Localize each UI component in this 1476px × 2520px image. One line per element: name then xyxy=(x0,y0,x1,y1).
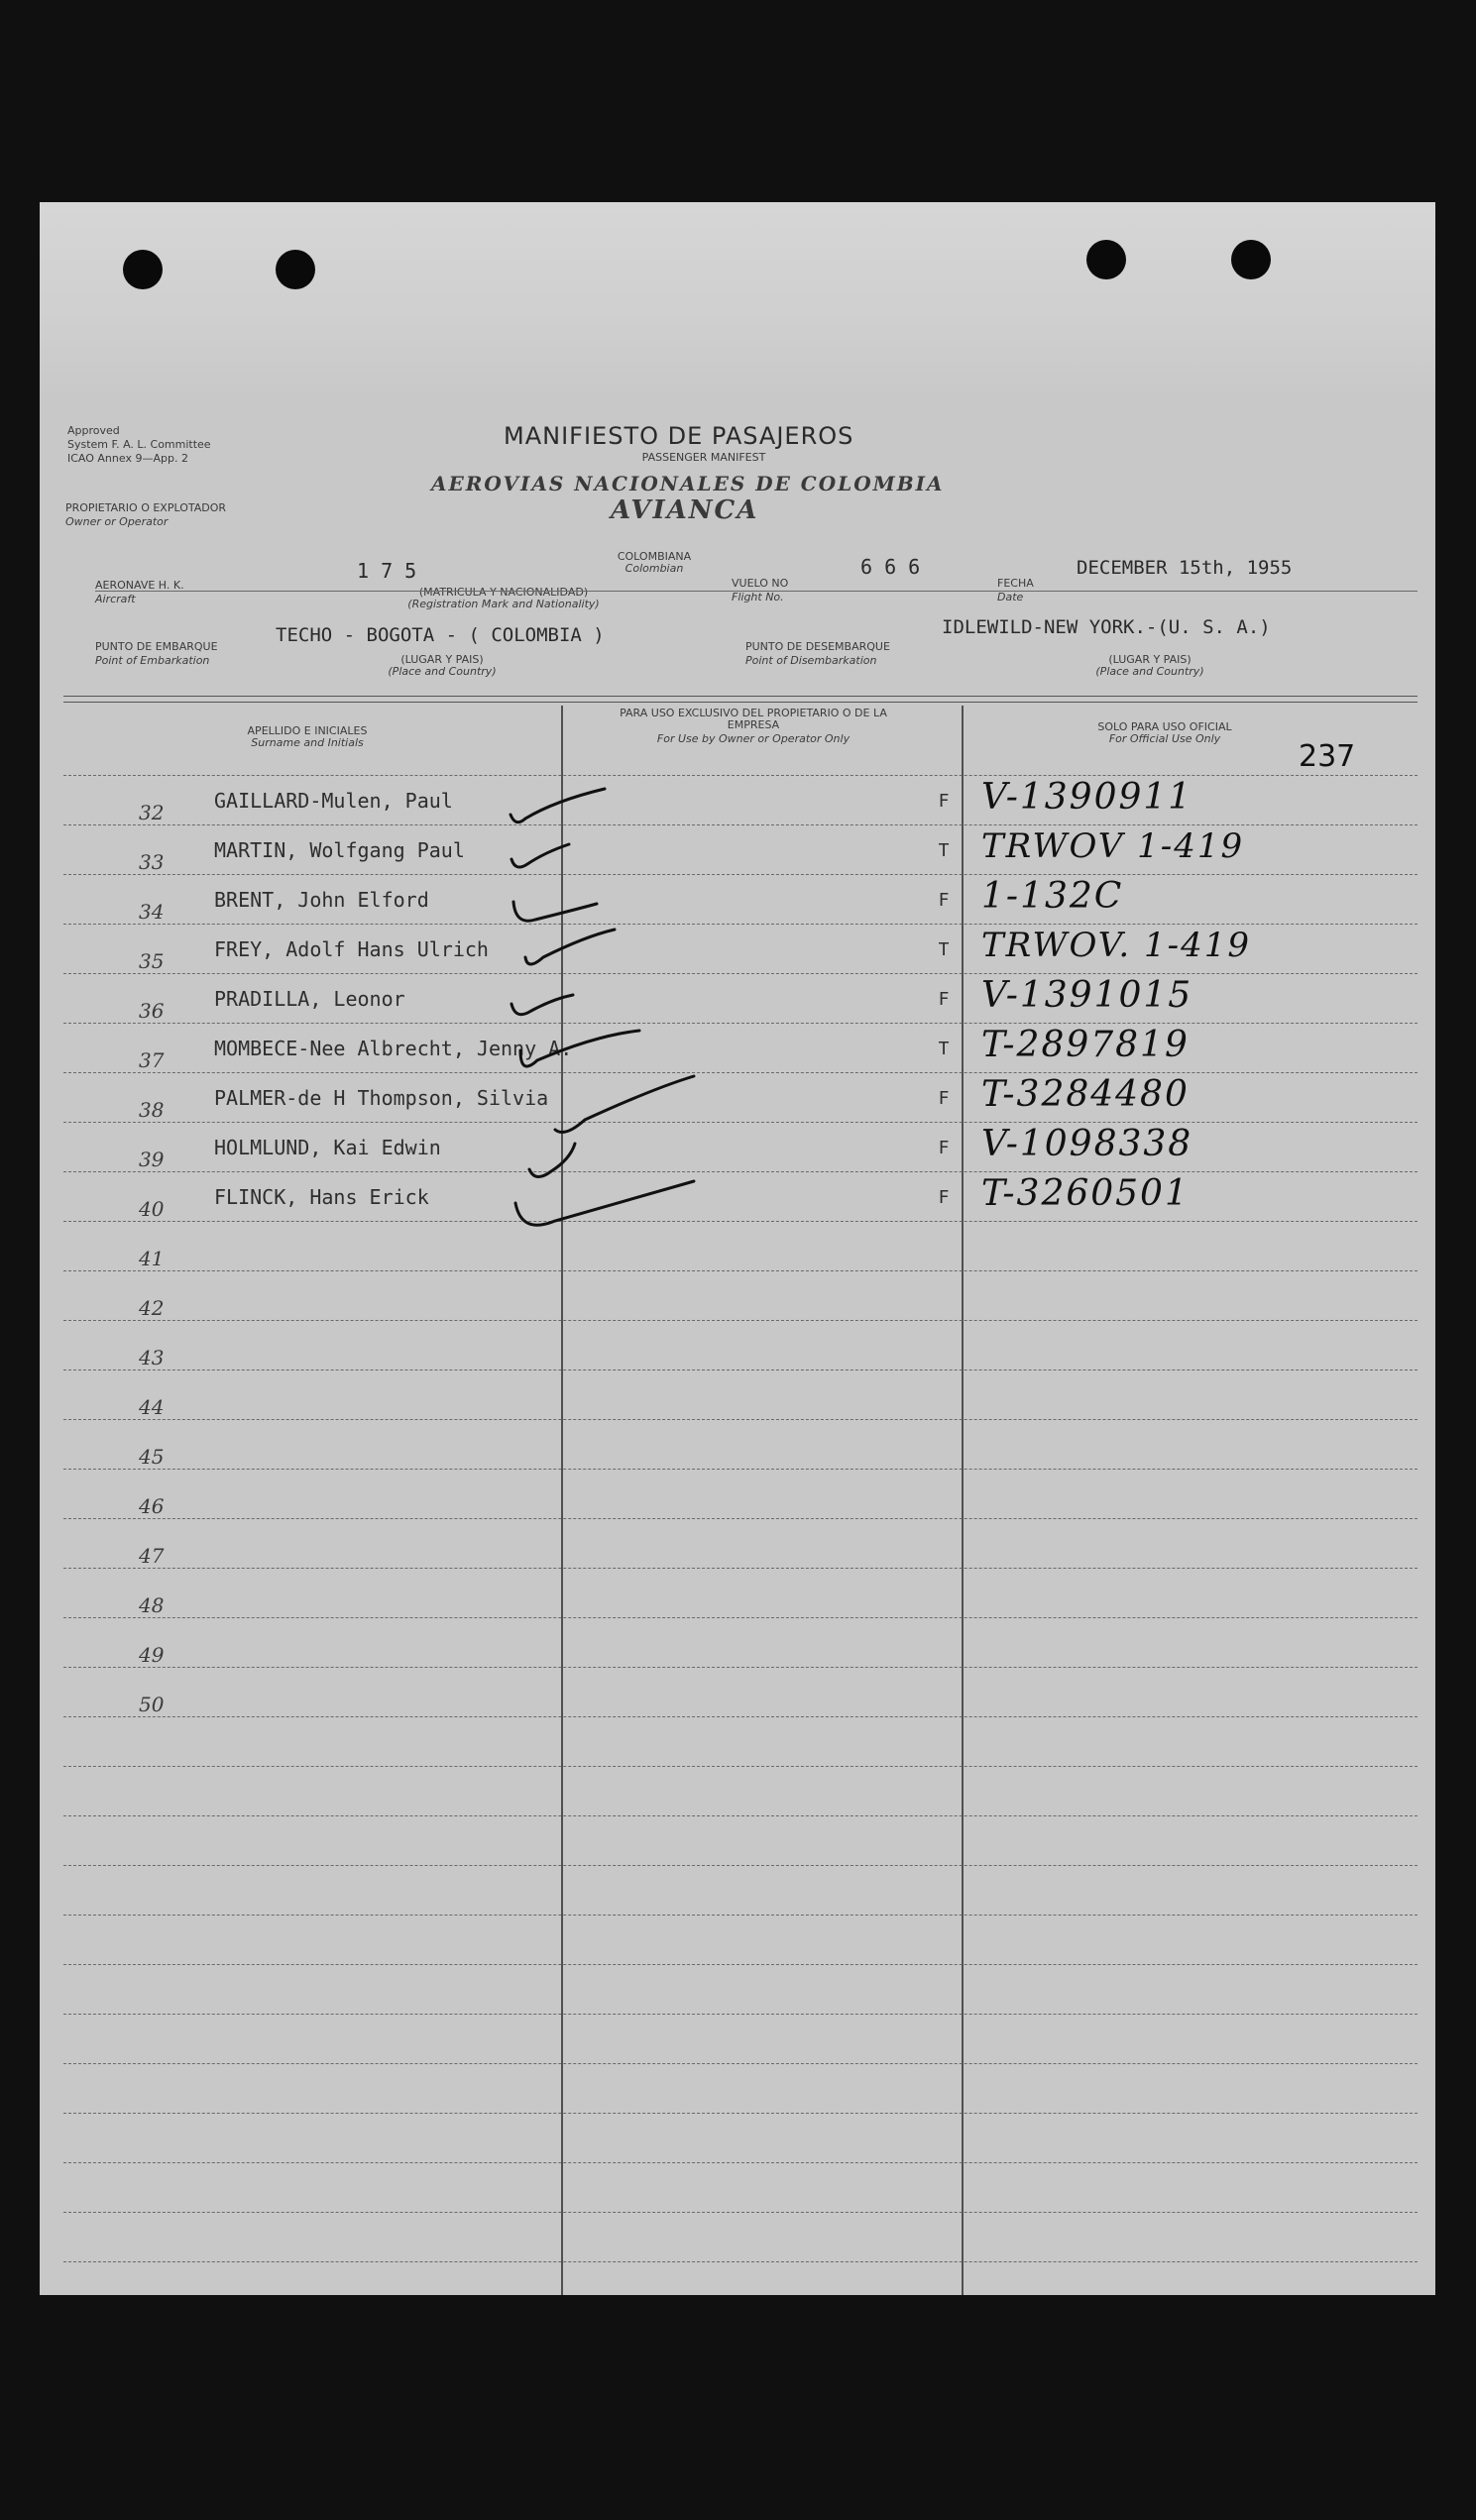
date-label: FECHA Date xyxy=(997,577,1034,603)
official-entry: 1-132C xyxy=(981,876,1124,917)
aircraft-value: 1 7 5 xyxy=(357,559,417,583)
passenger-name: HOLMLUND, Kai Edwin xyxy=(214,1136,441,1159)
passenger-code: F xyxy=(938,1187,950,1208)
owner-label: PROPIETARIO O EXPLOTADOR Owner or Operator xyxy=(65,501,227,528)
passenger-name: PRADILLA, Leonor xyxy=(214,987,405,1011)
checkmark xyxy=(511,995,573,1015)
manifest-title-en: PASSENGER MANIFEST xyxy=(641,451,766,464)
row-number: 48 xyxy=(139,1593,165,1617)
embark-value: TECHO - BOGOTA - ( COLOMBIA ) xyxy=(276,624,605,646)
row-number: 33 xyxy=(139,850,165,874)
embark-place-label: (LUGAR Y PAIS) (Place and Country) xyxy=(388,653,497,678)
official-entry: T-3260501 xyxy=(981,1173,1190,1214)
passenger-code: F xyxy=(938,1088,950,1109)
manifest-title: MANIFIESTO DE PASAJEROS xyxy=(504,422,854,450)
row-number: 45 xyxy=(139,1445,165,1469)
official-entry: V-1098338 xyxy=(981,1124,1193,1164)
passenger-code: F xyxy=(938,791,950,812)
passenger-code: T xyxy=(938,1039,950,1059)
disembark-place-label: (LUGAR Y PAIS) (Place and Country) xyxy=(1095,653,1204,678)
row-number: 35 xyxy=(139,949,165,973)
disembark-value: IDLEWILD-NEW YORK.-(U. S. A.) xyxy=(942,616,1271,638)
official-column-header: SOLO PARA USO OFICIAL For Official Use Only xyxy=(1097,720,1232,745)
checkmark xyxy=(515,1181,694,1225)
row-number: 41 xyxy=(139,1247,165,1270)
checkmark xyxy=(520,1031,639,1066)
nationality-label: COLOMBIANA Colombian xyxy=(617,550,692,575)
passenger-name: FLINCK, Hans Erick xyxy=(214,1185,429,1209)
flight-value: 6 6 6 xyxy=(860,555,921,579)
passenger-code: F xyxy=(938,1138,950,1158)
names-column-header: APELLIDO E INICIALES Surname and Initials xyxy=(247,724,368,749)
passenger-code: F xyxy=(938,890,950,911)
row-number: 38 xyxy=(139,1098,165,1122)
company-name: AEROVIAS NACIONALES DE COLOMBIA xyxy=(431,472,945,495)
row-number: 49 xyxy=(139,1643,165,1667)
row-number: 32 xyxy=(139,801,165,824)
row-number: 43 xyxy=(139,1346,165,1370)
page-number-stamp: 237 xyxy=(1299,739,1356,774)
passenger-name: GAILLARD-Mulen, Paul xyxy=(214,789,453,813)
date-value: DECEMBER 15th, 1955 xyxy=(1077,557,1293,579)
row-number: 40 xyxy=(139,1197,165,1221)
flight-label: VUELO NO Flight No. xyxy=(732,577,789,603)
registration-label: (MATRICULA Y NACIONALIDAD) (Registration Mark and Nationality) xyxy=(407,586,600,610)
checkmark xyxy=(555,1076,694,1132)
passenger-code: T xyxy=(938,840,950,861)
checkmark xyxy=(511,789,605,822)
official-entry: T-2897819 xyxy=(981,1025,1190,1065)
checkmark xyxy=(513,902,597,921)
row-number: 42 xyxy=(139,1296,165,1320)
passenger-code: F xyxy=(938,989,950,1010)
row-number: 37 xyxy=(139,1048,165,1072)
row-number: 39 xyxy=(139,1148,165,1171)
official-entry: TRWOV. 1-419 xyxy=(981,926,1251,965)
aircraft-label: AERONAVE H. K. Aircraft xyxy=(95,579,184,605)
official-entry: V-1390911 xyxy=(981,777,1193,818)
disembark-label: PUNTO DE DESEMBARQUE Point of Disembarkation xyxy=(745,640,890,667)
checkmark xyxy=(525,930,615,964)
checkmark xyxy=(529,1144,575,1177)
passenger-code: T xyxy=(938,939,950,960)
embark-label: PUNTO DE EMBARQUE Point of Embarkation xyxy=(95,640,218,667)
owner-use-column-header: PARA USO EXCLUSIVO DEL PROPIETARIO O DE LA EMPRESA For Use by Owner or Operator Only xyxy=(620,707,887,745)
passenger-name: MARTIN, Wolfgang Paul xyxy=(214,838,465,862)
row-number: 50 xyxy=(139,1693,165,1716)
official-entry: T-3284480 xyxy=(981,1074,1190,1115)
passenger-name: PALMER-de H Thompson, Silvia xyxy=(214,1086,549,1110)
row-number: 47 xyxy=(139,1544,165,1568)
company-short: AVIANCA xyxy=(611,495,759,525)
official-entry: V-1391015 xyxy=(981,975,1193,1016)
row-number: 36 xyxy=(139,999,165,1023)
checkmark xyxy=(511,844,569,867)
passenger-name: MOMBECE-Nee Albrecht, Jenny A. xyxy=(214,1037,573,1060)
passenger-name: FREY, Adolf Hans Ulrich xyxy=(214,937,489,961)
approval-note: Approved System F. A. L. Committee ICAO Annex 9—App. 2 xyxy=(67,424,211,465)
passenger-name: BRENT, John Elford xyxy=(214,888,429,912)
row-number: 46 xyxy=(139,1494,165,1518)
row-number: 34 xyxy=(139,900,165,924)
official-entry: TRWOV 1-419 xyxy=(981,826,1245,866)
row-number: 44 xyxy=(139,1395,165,1419)
